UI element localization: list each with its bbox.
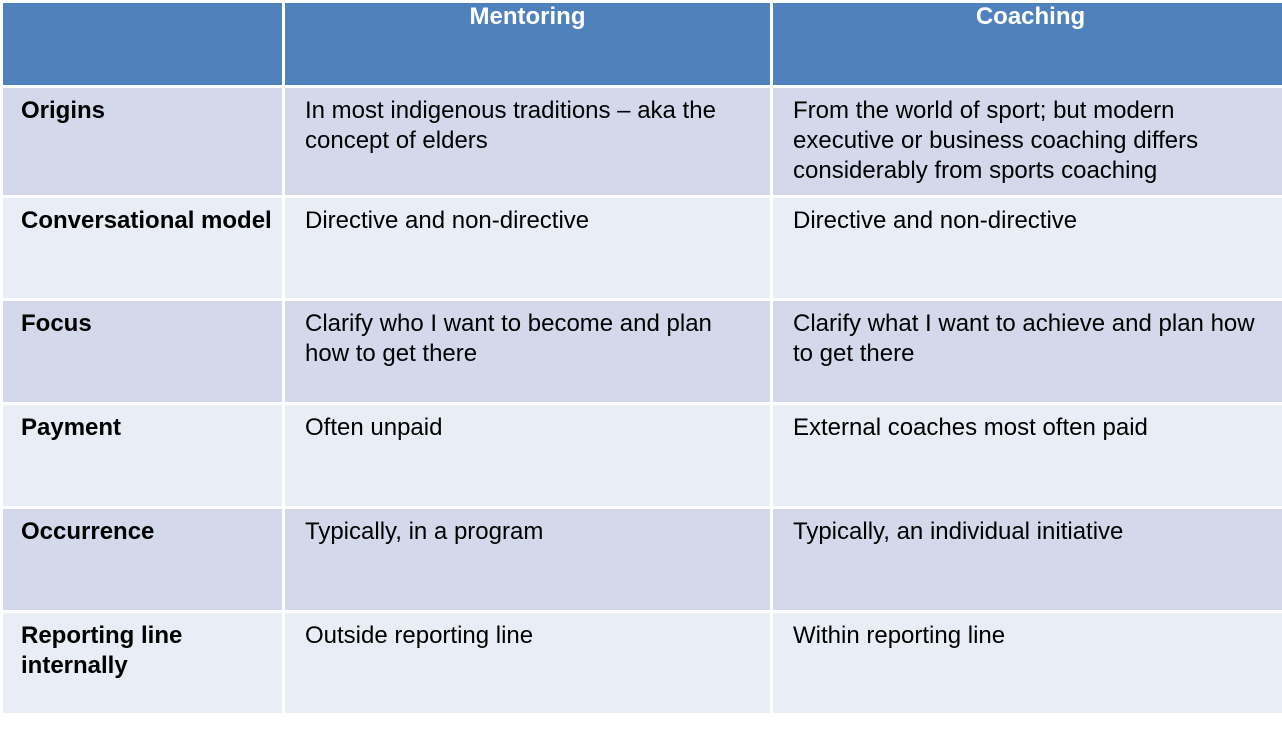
row-label-origins: Origins (3, 88, 282, 195)
cell-payment-mentoring: Often unpaid (285, 405, 770, 506)
cell-conversational-model-coaching: Directive and non-directive (773, 198, 1282, 298)
cell-reporting-line-coaching: Within reporting line (773, 613, 1282, 713)
table-row (3, 405, 1282, 506)
cell-occurrence-coaching: Typically, an individual initiative (773, 509, 1282, 610)
cell-focus-mentoring: Clarify who I want to become and plan how to get there (285, 301, 770, 402)
cell-conversational-model-mentoring: Directive and non-directive (285, 198, 770, 298)
table-header (3, 3, 1282, 85)
table-row (3, 613, 1282, 713)
cell-payment-coaching: External coaches most often paid (773, 405, 1282, 506)
table-header-corner (3, 3, 282, 85)
row-label-reporting-line-internally: Reporting line internally (3, 613, 282, 713)
table-row (3, 198, 1282, 298)
table-row (3, 301, 1282, 402)
cell-reporting-line-mentoring: Outside reporting line (285, 613, 770, 713)
cell-occurrence-mentoring: Typically, in a program (285, 509, 770, 610)
cell-origins-mentoring: In most indigenous traditions – aka the concept of elders (285, 88, 770, 195)
table-header-mentoring: Mentoring (285, 3, 770, 85)
table-header-coaching: Coaching (773, 3, 1282, 85)
table-row (3, 509, 1282, 610)
row-label-focus: Focus (3, 301, 282, 402)
table-body (3, 88, 1282, 713)
row-label-occurrence: Occurrence (3, 509, 282, 610)
table-row (3, 88, 1282, 195)
row-label-payment: Payment (3, 405, 282, 506)
row-label-conversational-model: Conversational model (3, 198, 282, 298)
cell-origins-coaching: From the world of sport; but modern executive or business coaching differs considerably from sports coaching (773, 88, 1282, 195)
table-header-row (3, 3, 1282, 85)
cell-focus-coaching: Clarify what I want to achieve and plan how to get there (773, 301, 1282, 402)
